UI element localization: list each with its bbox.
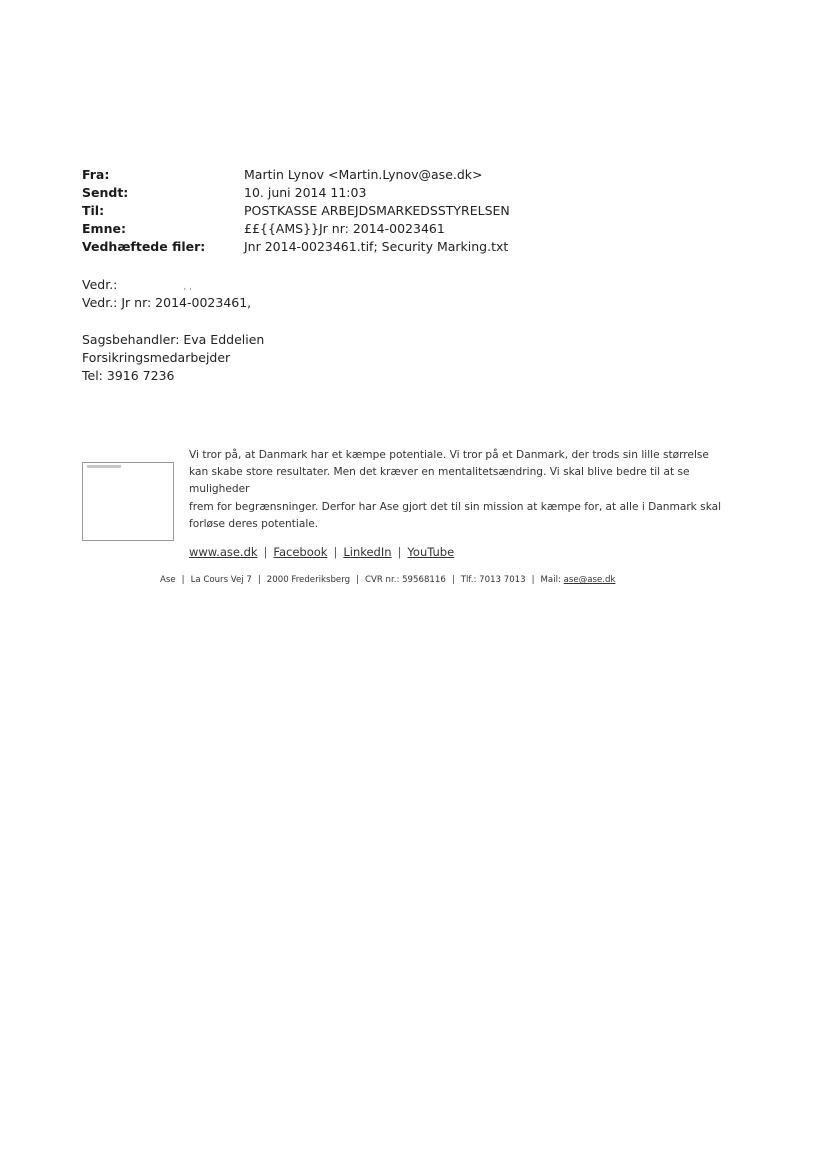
signature-line: Vi tror på, at Danmark har et kæmpe potentiale. Vi tror på et Danmark, der trods sin lille størrelse <box>189 449 709 461</box>
role: Forsikringsmedarbejder <box>82 350 231 365</box>
footer-separator: | <box>531 575 535 585</box>
link-separator: | <box>263 545 268 559</box>
footer-city: 2000 Frederiksberg <box>266 575 351 585</box>
attachments-label: Vedhæftede filer: <box>82 239 206 254</box>
phone: Tel: 3916 7236 <box>82 368 175 383</box>
link-separator: | <box>333 545 338 559</box>
signature-image-placeholder <box>82 462 174 541</box>
from-value: Martin Lynov <Martin.Lynov@ase.dk> <box>244 167 483 182</box>
attachments-value: Jnr 2014-0023461.tif; Security Marking.txt <box>244 239 509 254</box>
footer-separator: | <box>451 575 455 585</box>
signature-line: muligheder <box>189 483 250 496</box>
sent-label: Sendt: <box>82 185 129 200</box>
to-label: Til: <box>82 203 105 218</box>
footer-separator: | <box>181 575 185 585</box>
vedr-line-1 <box>82 276 192 296</box>
footer-mail-link[interactable]: ase@ase.dk <box>563 575 616 585</box>
link-website[interactable]: www.ase.dk <box>189 545 258 559</box>
link-separator: | <box>397 545 402 559</box>
sent-value: 10. juni 2014 11:03 <box>244 185 367 200</box>
footer-mail-label: Mail: <box>540 575 561 585</box>
link-linkedin[interactable]: LinkedIn <box>343 545 392 559</box>
vedr-1-text: Vedr.: <box>82 277 118 292</box>
signature-line: forløse deres potentiale. <box>189 517 319 530</box>
subject-label: Emne: <box>82 221 126 236</box>
signature-links <box>189 544 454 560</box>
vedr-line-2: Vedr.: Jr nr: 2014-0023461, <box>82 295 252 310</box>
link-facebook[interactable]: Facebook <box>273 545 328 559</box>
link-youtube[interactable]: YouTube <box>407 545 455 559</box>
company-footer <box>160 574 615 586</box>
signature-line: kan skabe store resultater. Men det kræver en mentalitetsændring. Vi skal blive bedre til at se <box>189 466 690 479</box>
subject-value: ££{{AMS}}Jr nr: 2014-0023461 <box>244 221 445 236</box>
to-value: POSTKASSE ARBEJDSMARKEDSSTYRELSEN <box>244 203 510 218</box>
footer-separator: | <box>257 575 261 585</box>
footer-separator: | <box>356 575 359 585</box>
footer-cvr: CVR nr.: 59568116 <box>364 575 446 585</box>
image-caption-mark <box>87 465 121 468</box>
vedr-1-redacted: , , <box>183 282 192 292</box>
footer-company: Ase <box>160 575 176 585</box>
caseworker: Sagsbehandler: Eva Eddelien <box>82 332 265 347</box>
signature-text <box>189 447 749 533</box>
signature-line: frem for begrænsninger. Derfor har Ase gjort det til sin mission at kæmpe for, at alle i Danmark skal <box>189 500 722 513</box>
footer-address: La Cours Vej 7 <box>190 575 252 585</box>
from-label: Fra: <box>82 167 110 182</box>
footer-phone: Tlf.: 7013 7013 <box>460 575 526 585</box>
